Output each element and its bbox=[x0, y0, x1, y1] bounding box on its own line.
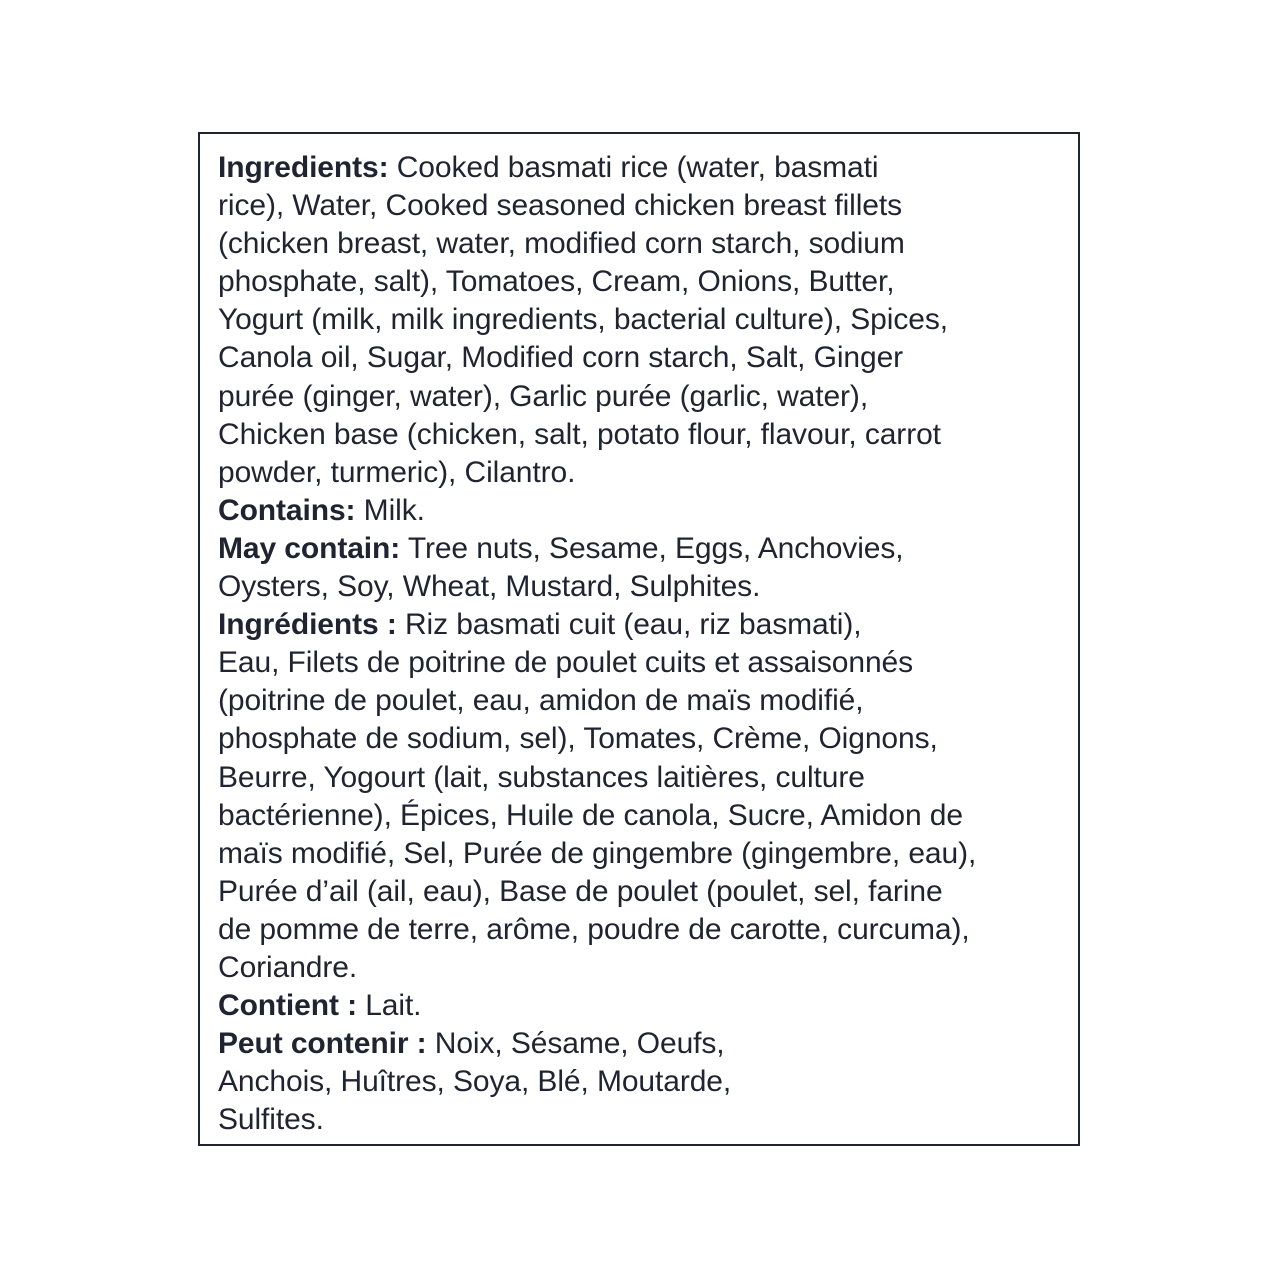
text-line bbox=[218, 1063, 1068, 1101]
line-text: Cooked basmati rice (water, basmati bbox=[388, 151, 879, 184]
section-heading: Contient : bbox=[218, 989, 357, 1023]
line-text: Yogurt (milk, milk ingredients, bacterial culture), Spices, bbox=[218, 303, 948, 337]
text-line bbox=[218, 568, 1068, 606]
line-text: Lait. bbox=[356, 989, 422, 1023]
text-line bbox=[218, 1025, 1068, 1063]
text-line bbox=[218, 682, 1068, 720]
line-text: de pomme de terre, arôme, poudre de carotte, curcuma), bbox=[218, 912, 970, 946]
text-line bbox=[218, 835, 1068, 873]
line-text: Tree nuts, Sesame, Eggs, Anchovies, bbox=[400, 531, 904, 565]
text-line bbox=[218, 720, 1068, 758]
section-heading: Ingredients: bbox=[218, 151, 389, 184]
text-line bbox=[218, 492, 1068, 530]
text-line bbox=[218, 263, 1068, 301]
text-line bbox=[218, 454, 1068, 492]
line-text: Noix, Sésame, Oeufs, bbox=[426, 1027, 725, 1061]
line-text: Anchois, Huîtres, Soya, Blé, Moutarde, bbox=[218, 1065, 732, 1099]
ingredients-text-block bbox=[218, 149, 1068, 1139]
line-text: Eau, Filets de poitrine de poulet cuits et assaisonnés bbox=[218, 646, 914, 680]
line-text: (chicken breast, water, modified corn starch, sodium bbox=[218, 227, 905, 261]
text-line bbox=[218, 987, 1068, 1025]
section-heading: Ingrédients : bbox=[218, 608, 397, 642]
text-line bbox=[218, 149, 1068, 187]
text-line bbox=[218, 301, 1068, 339]
text-line bbox=[218, 873, 1068, 911]
text-line bbox=[218, 911, 1068, 949]
line-text: phosphate de sodium, sel), Tomates, Crème, Oignons, bbox=[218, 722, 938, 756]
section-heading: Contains: bbox=[218, 493, 356, 527]
section-heading: May contain: bbox=[218, 531, 401, 565]
text-line bbox=[218, 416, 1068, 454]
line-text: Sulfites. bbox=[218, 1103, 324, 1137]
text-line bbox=[218, 759, 1068, 797]
section-heading: Peut contenir : bbox=[218, 1027, 427, 1061]
line-text: (poitrine de poulet, eau, amidon de maïs modifié, bbox=[218, 684, 864, 718]
text-line bbox=[218, 339, 1068, 377]
text-line bbox=[218, 949, 1068, 987]
line-text: Riz basmati cuit (eau, riz basmati), bbox=[396, 608, 862, 642]
text-line bbox=[218, 187, 1068, 225]
text-line bbox=[218, 644, 1068, 682]
line-text: Oysters, Soy, Wheat, Mustard, Sulphites. bbox=[218, 570, 761, 604]
line-text: Milk. bbox=[355, 493, 425, 527]
text-line bbox=[218, 378, 1068, 416]
line-text: rice), Water, Cooked seasoned chicken breast fillets bbox=[218, 189, 903, 223]
text-line bbox=[218, 530, 1068, 568]
line-text: maïs modifié, Sel, Purée de gingembre (gingembre, eau), bbox=[218, 836, 977, 870]
text-line bbox=[218, 1101, 1068, 1139]
text-line bbox=[218, 606, 1068, 644]
line-text: powder, turmeric), Cilantro. bbox=[218, 455, 576, 489]
line-text: Chicken base (chicken, salt, potato flour, flavour, carrot bbox=[218, 417, 941, 451]
text-line bbox=[218, 797, 1068, 835]
line-text: Coriandre. bbox=[218, 950, 358, 984]
line-text: bactérienne), Épices, Huile de canola, Sucre, Amidon de bbox=[218, 798, 963, 832]
line-text: Canola oil, Sugar, Modified corn starch, Salt, Ginger bbox=[218, 341, 904, 375]
line-text: purée (ginger, water), Garlic purée (garlic, water), bbox=[218, 379, 869, 413]
line-text: Purée d’ail (ail, eau), Base de poulet (poulet, sel, farine bbox=[218, 874, 943, 908]
line-text: phosphate, salt), Tomatoes, Cream, Onions, Butter, bbox=[218, 265, 895, 299]
text-line bbox=[218, 225, 1068, 263]
line-text: Beurre, Yogourt (lait, substances laitières, culture bbox=[218, 760, 865, 794]
